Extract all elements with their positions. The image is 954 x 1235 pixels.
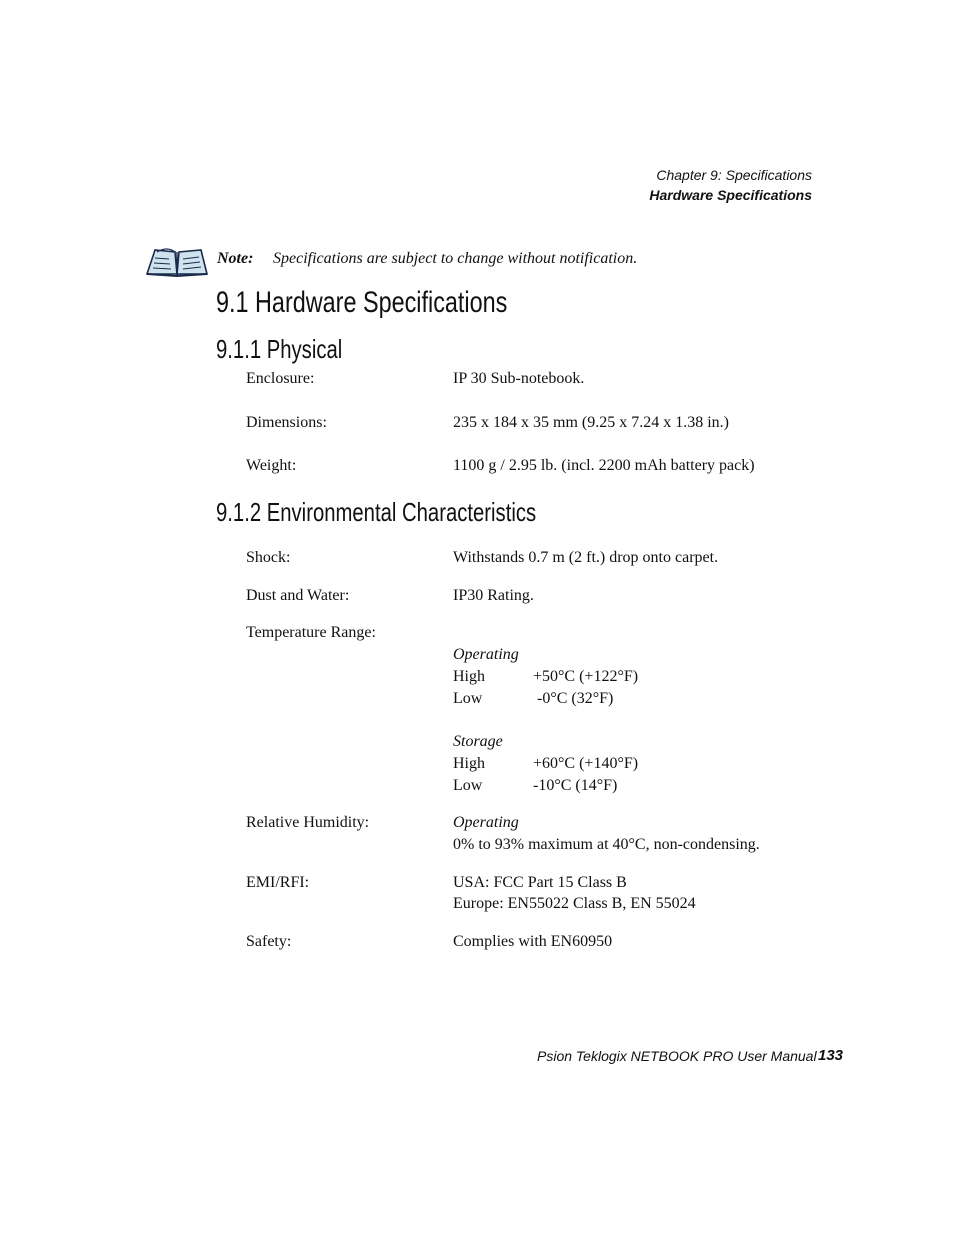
temperature-label: Temperature Range: <box>246 624 376 641</box>
temp-operating-low-value: -0°C (32°F) <box>537 690 614 707</box>
dimensions-label: Dimensions: <box>246 414 327 431</box>
note-text: Specifications are subject to change without notification. <box>273 250 638 267</box>
weight-value: 1100 g / 2.95 lb. (incl. 2200 mAh battery pack) <box>453 457 755 474</box>
temp-storage-low-label: Low <box>453 777 483 794</box>
enclosure-label: Enclosure: <box>246 370 315 387</box>
open-book-icon <box>145 244 209 278</box>
temp-storage-high-value: +60°C (+140°F) <box>533 755 639 772</box>
weight-label: Weight: <box>246 457 297 474</box>
temp-operating-high-value: +50°C (+122°F) <box>533 668 639 685</box>
dust-label: Dust and Water: <box>246 587 350 604</box>
shock-value: Withstands 0.7 m (2 ft.) drop onto carpet. <box>453 549 719 566</box>
running-header-section: Hardware Specifications <box>649 187 812 203</box>
running-header-chapter: Chapter 9: Specifications <box>656 167 812 183</box>
enclosure-value: IP 30 Sub-notebook. <box>453 370 585 387</box>
safety-value: Complies with EN60950 <box>453 933 613 950</box>
temp-storage-low-value: -10°C (14°F) <box>533 777 618 794</box>
dust-value: IP30 Rating. <box>453 587 534 604</box>
humidity-value: 0% to 93% maximum at 40°C, non-condensing. <box>453 836 760 853</box>
temp-storage-heading: Storage <box>453 733 503 750</box>
section-title: 9.1 Hardware Specifications <box>216 286 508 319</box>
emi-usa: USA: FCC Part 15 Class B <box>453 874 627 891</box>
shock-label: Shock: <box>246 549 291 566</box>
dimensions-value: 235 x 184 x 35 mm (9.25 x 7.24 x 1.38 in.) <box>453 414 729 431</box>
footer-manual-title: Psion Teklogix NETBOOK PRO User Manual <box>537 1048 817 1064</box>
note <box>217 250 637 268</box>
note-label: Note: <box>217 250 254 267</box>
safety-label: Safety: <box>246 933 292 950</box>
temp-operating-heading: Operating <box>453 646 519 663</box>
temp-storage-high-label: High <box>453 755 485 772</box>
physical-title: 9.1.1 Physical <box>216 334 343 364</box>
temp-operating-high-label: High <box>453 668 485 685</box>
environmental-title: 9.1.2 Environmental Characteristics <box>216 497 537 527</box>
emi-europe: Europe: EN55022 Class B, EN 55024 <box>453 895 696 912</box>
humidity-label: Relative Humidity: <box>246 814 370 831</box>
temp-operating-low-label: Low <box>453 690 483 707</box>
humidity-operating-heading: Operating <box>453 814 519 831</box>
page-number: 133 <box>818 1047 844 1064</box>
emi-label: EMI/RFI: <box>246 874 310 891</box>
